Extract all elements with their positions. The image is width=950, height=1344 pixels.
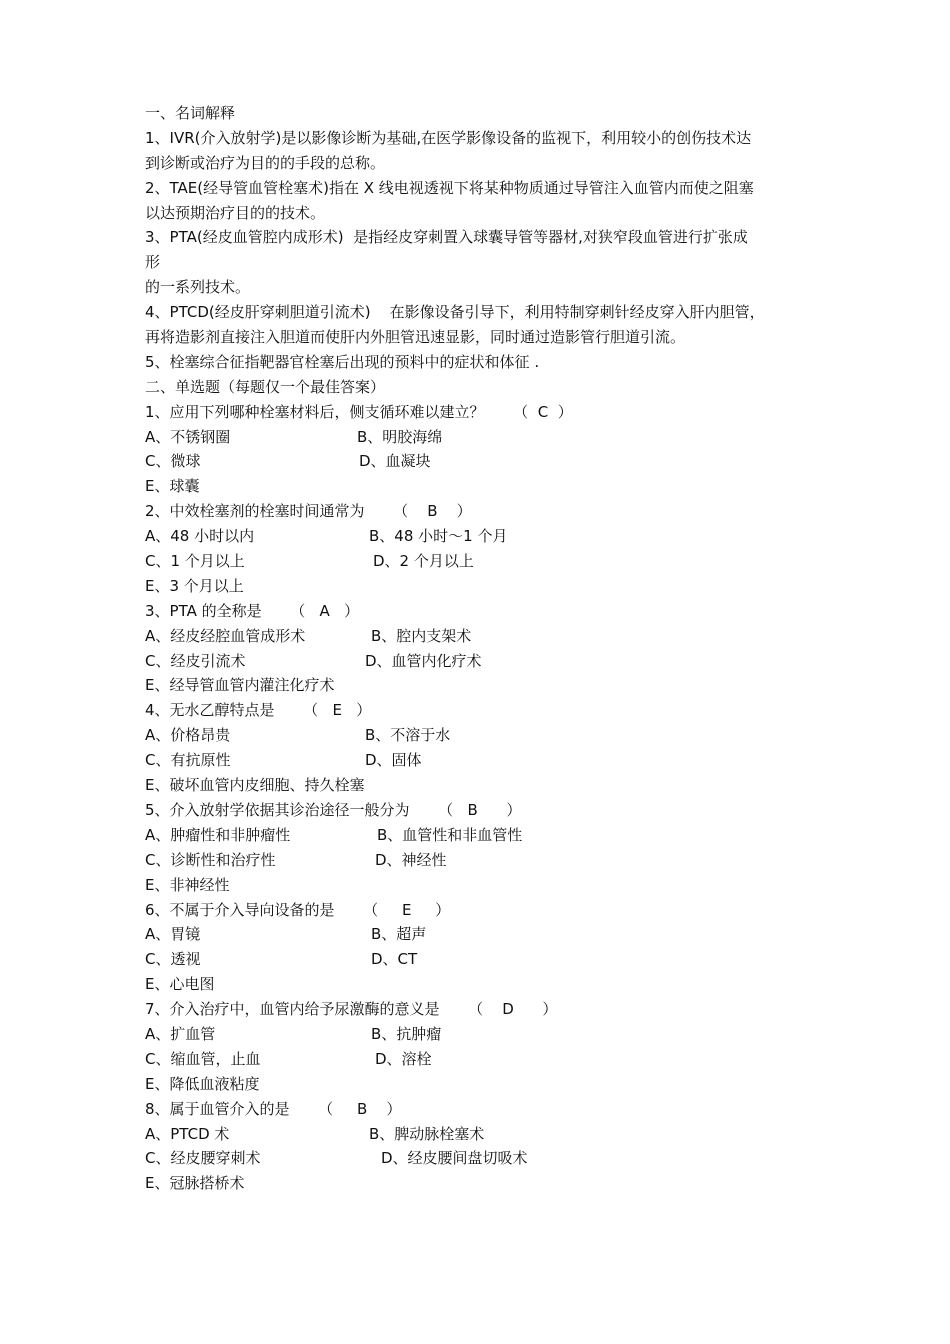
option-row: [145, 549, 825, 574]
option-row: [145, 649, 825, 674]
question-text: 8、属于血管介入的是 （ B ）: [145, 1099, 402, 1118]
option-row: [145, 823, 825, 848]
term-line: 形: [145, 253, 161, 272]
option-b: B、血管性和非血管性: [377, 825, 523, 844]
option-row: [145, 848, 825, 873]
option-d: D、血凝块: [359, 452, 431, 471]
option-row: [145, 1146, 825, 1171]
term-line: 以达预期治疗目的的技术。: [145, 203, 326, 222]
option-e: E、降低血液粘度: [145, 1074, 260, 1093]
option-b: B、超声: [371, 925, 427, 944]
option-d: D、固体: [365, 751, 422, 770]
option-e: E、非神经性: [145, 875, 230, 894]
question-text: 7、介入治疗中，血管内给予尿激酶的意义是 （ D ）: [145, 1000, 558, 1019]
option-e: E、球囊: [145, 477, 200, 496]
option-row: [145, 524, 825, 549]
option-e: E、破坏血管内皮细胞、持久栓塞: [145, 776, 365, 795]
option-b: B、48 小时～1 个月: [369, 527, 508, 546]
option-b: B、脾动脉栓塞术: [369, 1124, 485, 1143]
option-d: D、血管内化疗术: [365, 651, 482, 670]
option-a: A、胃镜: [145, 925, 201, 944]
option-row: [145, 624, 825, 649]
option-row: [145, 1122, 825, 1147]
option-a: A、扩血管: [145, 1024, 216, 1043]
option-a: A、价格昂贵: [145, 726, 231, 745]
term-line: 2、TAE(经导管血管栓塞术)指在 X 线电视透视下将某种物质通过导管注入血管内而使之阻塞: [145, 178, 754, 197]
option-c: C、透视: [145, 950, 201, 969]
question-text: 1、应用下列哪种栓塞材料后，侧支循环难以建立？ （ C ）: [145, 402, 573, 421]
option-e: E、经导管血管内灌注化疗术: [145, 676, 335, 695]
option-a: A、肿瘤性和非肿瘤性: [145, 825, 291, 844]
option-e: E、心电图: [145, 975, 215, 994]
term-line: 1、IVR(介入放射学)是以影像诊断为基础,在医学影像设备的监视下，利用较小的创伤技术达: [145, 128, 752, 147]
option-row: [145, 922, 825, 947]
option-c: C、经皮腰穿刺术: [145, 1149, 261, 1168]
section-heading: 二、单选题（每题仅一个最佳答案）: [145, 377, 386, 396]
option-a: A、不锈钢圈: [145, 427, 231, 446]
option-row: [145, 1022, 825, 1047]
option-d: D、神经性: [375, 850, 447, 869]
option-c: C、缩血管，止血: [145, 1049, 261, 1068]
term-line: 到诊断或治疗为目的的手段的总称。: [145, 153, 386, 172]
option-b: B、明胶海绵: [357, 427, 443, 446]
option-d: D、经皮腰间盘切吸术: [381, 1149, 528, 1168]
option-row: [145, 449, 825, 474]
option-row: [145, 723, 825, 748]
option-e: E、3 个月以上: [145, 576, 244, 595]
option-d: D、溶栓: [375, 1049, 432, 1068]
option-row: [145, 425, 825, 450]
option-row: [145, 947, 825, 972]
option-c: C、微球: [145, 452, 201, 471]
option-e: E、冠脉搭桥术: [145, 1174, 245, 1193]
option-row: [145, 1047, 825, 1072]
option-d: D、CT: [371, 950, 418, 969]
option-d: D、2 个月以上: [373, 552, 474, 571]
term-line: 4、PTCD(经皮肝穿刺胆道引流术) 在影像设备引导下，利用特制穿刺针经皮穿入肝内胆管，: [145, 303, 765, 322]
document-body: [145, 101, 825, 1196]
option-b: B、腔内支架术: [371, 626, 472, 645]
term-line: 3、PTA(经皮血管腔内成形术) 是指经皮穿刺置入球囊导管等器材,对狭窄段血管进行扩张成: [145, 228, 748, 247]
option-c: C、有抗原性: [145, 751, 231, 770]
option-b: B、抗肿瘤: [371, 1024, 442, 1043]
option-c: C、1 个月以上: [145, 552, 245, 571]
option-a: A、经皮经腔血管成形术: [145, 626, 306, 645]
option-c: C、诊断性和治疗性: [145, 850, 276, 869]
option-a: A、PTCD 术: [145, 1124, 230, 1143]
option-row: [145, 748, 825, 773]
section-heading: 一、名词解释: [145, 104, 236, 122]
term-line: 的一系列技术。: [145, 278, 251, 297]
option-c: C、经皮引流术: [145, 651, 246, 670]
option-a: A、48 小时以内: [145, 527, 255, 546]
question-text: 5、介入放射学依据其诊治途径一般分为 （ B ）: [145, 800, 522, 819]
question-text: 3、PTA 的全称是 （ A ）: [145, 601, 360, 620]
question-text: 2、中效栓塞剂的栓塞时间通常为 （ B ）: [145, 502, 472, 521]
term-line: 5、栓塞综合征指靶器官栓塞后出现的预料中的症状和体征 .: [145, 352, 540, 371]
term-line: 再将造影剂直接注入胆道而使肝内外胆管迅速显影，同时通过造影管行胆道引流。: [145, 328, 686, 347]
option-b: B、不溶于水: [365, 726, 451, 745]
question-text: 4、无水乙醇特点是 （ E ）: [145, 701, 372, 720]
question-text: 6、不属于介入导向设备的是 （ E ）: [145, 900, 451, 919]
